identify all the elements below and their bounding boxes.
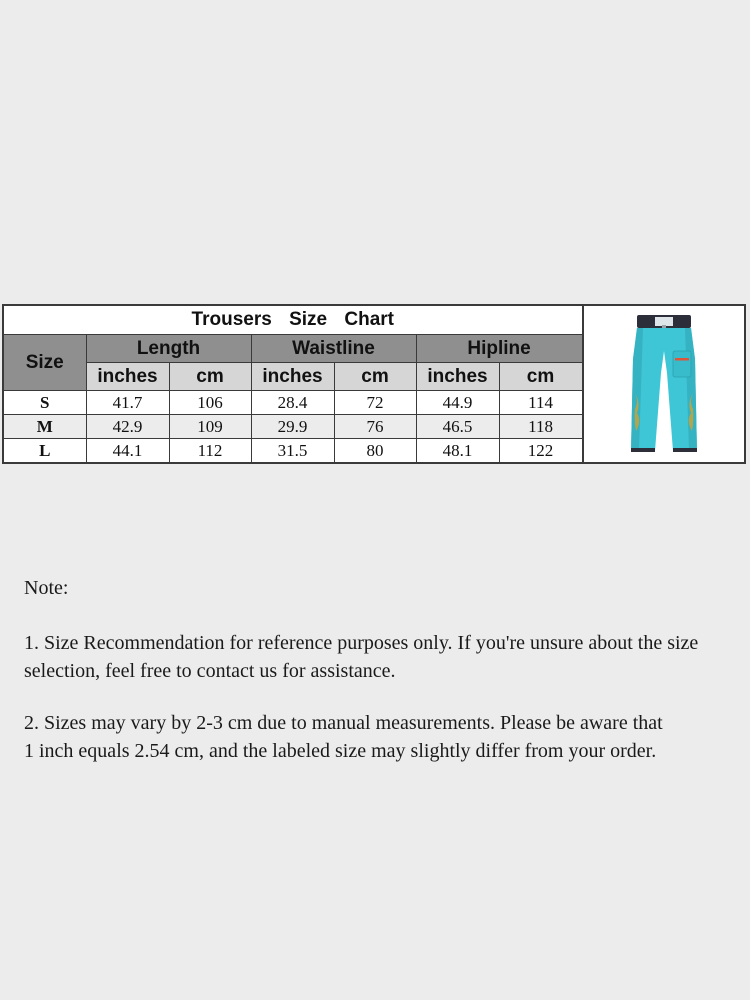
- product-image-cell: [583, 306, 744, 462]
- chart-title-word: Size: [289, 309, 328, 330]
- table-cell: 114: [499, 391, 582, 415]
- unit-header: cm: [334, 363, 416, 391]
- size-chart: [2, 304, 746, 464]
- table-cell: 106: [169, 391, 251, 415]
- size-label: S: [4, 391, 86, 415]
- group-header-waistline: Waistline: [251, 335, 416, 363]
- table-cell: 28.4: [251, 391, 334, 415]
- table-cell: 80: [334, 439, 416, 463]
- table-cell: 72: [334, 391, 416, 415]
- table-cell: 31.5: [251, 439, 334, 463]
- chart-title-word: Trousers: [191, 309, 272, 330]
- table-cell: 122: [499, 439, 582, 463]
- note-heading: Note:: [24, 577, 69, 599]
- size-label: L: [4, 439, 86, 463]
- table-cell: 44.9: [416, 391, 499, 415]
- table-cell: 76: [334, 415, 416, 439]
- chart-title-word: Chart: [344, 309, 395, 330]
- ski-trousers-icon: [609, 311, 719, 457]
- note-line: selection, feel free to contact us for assistance.: [24, 660, 396, 682]
- table-cell: 41.7: [86, 391, 169, 415]
- chart-title: [4, 306, 582, 335]
- unit-header: inches: [86, 363, 169, 391]
- table-cell: 48.1: [416, 439, 499, 463]
- group-header-length: Length: [86, 335, 251, 363]
- note-item-1: [24, 629, 740, 685]
- table-row: [4, 415, 582, 439]
- group-header-hipline: Hipline: [416, 335, 582, 363]
- note-line: 1. Size Recommendation for reference purposes only. If you're unsure about the size: [24, 632, 699, 654]
- table-cell: 46.5: [416, 415, 499, 439]
- note-line: 2. Sizes may vary by 2-3 cm due to manual measurements. Please be aware that: [24, 712, 663, 734]
- table-row: [4, 439, 582, 463]
- note-section: [24, 574, 740, 602]
- table-cell: 42.9: [86, 415, 169, 439]
- table-cell: 112: [169, 439, 251, 463]
- table-cell: 44.1: [86, 439, 169, 463]
- table-cell: 29.9: [251, 415, 334, 439]
- unit-header: cm: [499, 363, 582, 391]
- unit-header: inches: [416, 363, 499, 391]
- table-cell: 109: [169, 415, 251, 439]
- table-row: [4, 391, 582, 415]
- table-cell: 118: [499, 415, 582, 439]
- note-item-2: [24, 709, 740, 765]
- size-table: [4, 306, 583, 462]
- size-label: M: [4, 415, 86, 439]
- unit-header: cm: [169, 363, 251, 391]
- size-column-header: Size: [4, 335, 86, 391]
- note-line: 1 inch equals 2.54 cm, and the labeled size may slightly differ from your order.: [24, 740, 657, 762]
- unit-header: inches: [251, 363, 334, 391]
